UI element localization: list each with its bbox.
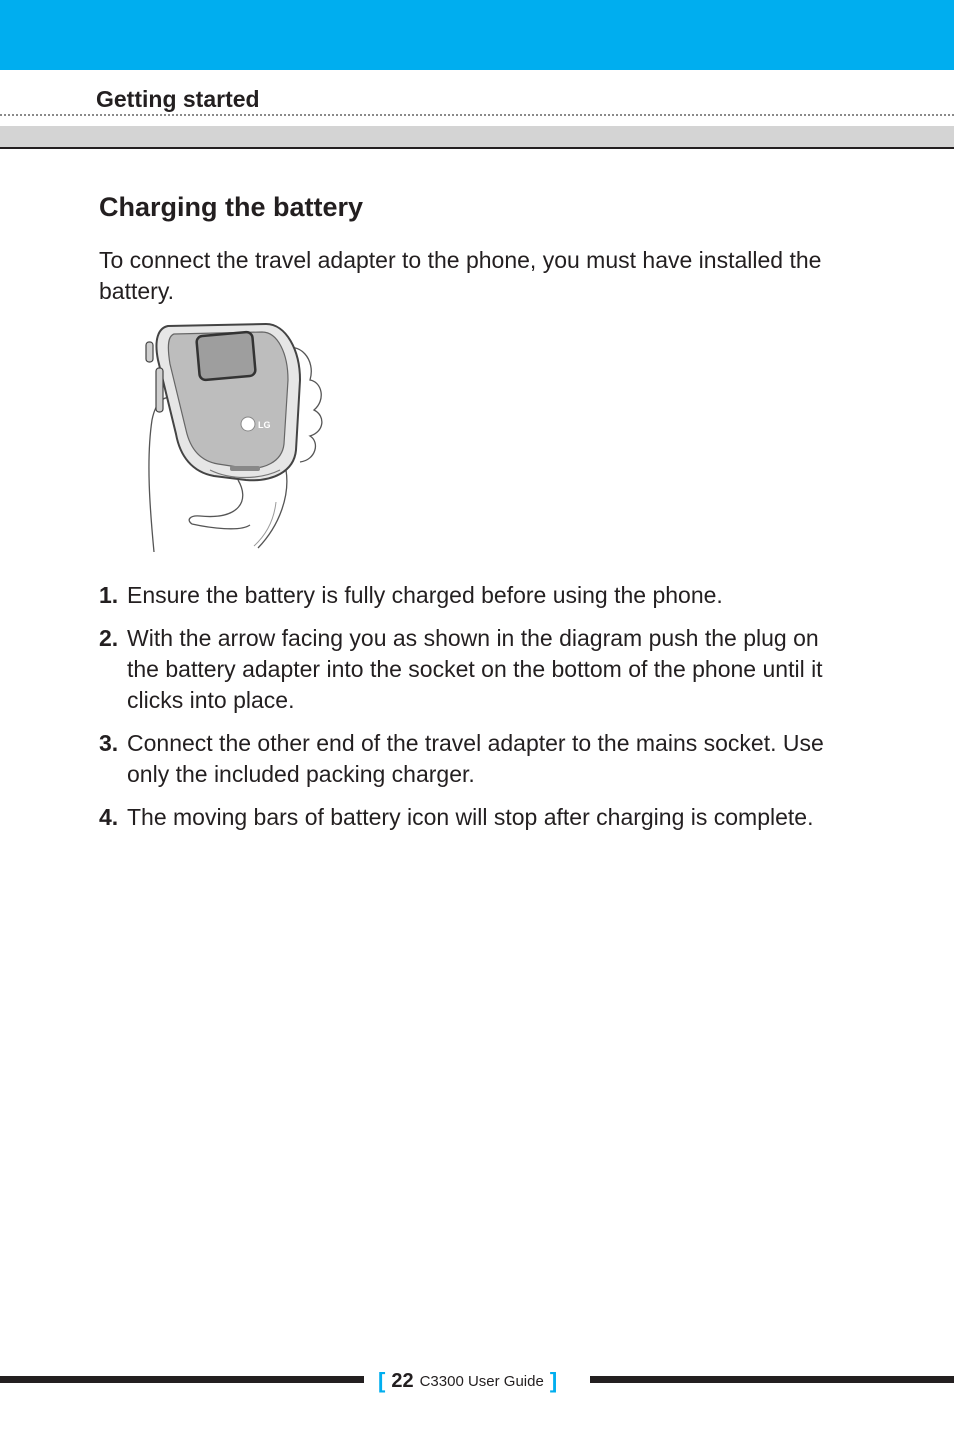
list-item bbox=[99, 728, 849, 790]
header-grey-band bbox=[0, 126, 954, 149]
guide-name: C3300 User Guide bbox=[419, 1372, 544, 1390]
footer-rule-right bbox=[590, 1376, 954, 1383]
phone-illustration-svg bbox=[140, 320, 340, 560]
page-number: 22 bbox=[391, 1369, 414, 1392]
dotted-divider bbox=[0, 114, 954, 116]
step-text: Ensure the battery is fully charged before using the phone. bbox=[127, 582, 723, 608]
step-text: Connect the other end of the travel adapter to the mains socket. Use only the included packing charger. bbox=[127, 730, 824, 787]
footer-page-info bbox=[378, 1366, 578, 1396]
step-number: 2. bbox=[99, 625, 119, 651]
phone-in-hand-illustration bbox=[140, 320, 340, 560]
list-item bbox=[99, 623, 849, 716]
step-text: The moving bars of battery icon will stop after charging is complete. bbox=[127, 804, 814, 830]
step-text: With the arrow facing you as shown in the diagram push the plug on the battery adapter into the socket on the bottom of the phone until it clicks into place. bbox=[127, 625, 823, 713]
steps-list bbox=[99, 580, 849, 845]
brand-logo-text: LG bbox=[258, 420, 271, 430]
top-accent-band bbox=[0, 0, 954, 70]
footer-rule-left bbox=[0, 1376, 364, 1383]
step-number: 1. bbox=[99, 582, 119, 608]
footer-bracket-open: [ bbox=[378, 1368, 386, 1393]
intro-paragraph: To connect the travel adapter to the phone, you must have installed the battery. bbox=[99, 247, 822, 304]
list-item bbox=[99, 580, 849, 611]
footer-bracket-close: ] bbox=[549, 1368, 558, 1393]
step-number: 3. bbox=[99, 730, 119, 756]
list-item bbox=[99, 802, 849, 833]
step-number: 4. bbox=[99, 804, 119, 830]
section-label: Getting started bbox=[96, 86, 260, 112]
page-title: Charging the battery bbox=[99, 192, 364, 222]
